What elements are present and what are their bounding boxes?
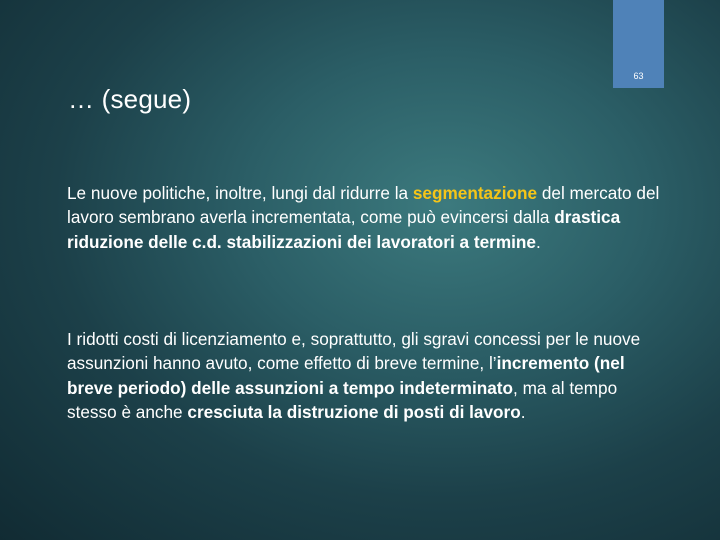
paragraph-text: I ridotti costi di licenziamento e, soprattutto, gli sgravi concessi per le nuove assunzioni hanno avuto, come effetto di breve termine, l’ (67, 329, 641, 374)
paragraph-text: , ma al tempo stesso è anche (67, 377, 618, 423)
bold-phrase: incremento (nel breve periodo) delle assunzioni a tempo indeterminato (67, 353, 625, 398)
bold-phrase: drastica riduzione delle c.d. stabilizzazioni dei lavoratori a termine (67, 207, 621, 252)
page-number-tab (613, 0, 664, 88)
highlighted-term: segmentazione (412, 183, 538, 203)
paragraph-text: del mercato del lavoro sembrano averla incrementata, come può evincersi dalla (67, 183, 660, 228)
page-number: 63 (633, 71, 644, 81)
paragraph-text: . (535, 231, 541, 252)
paragraph-dismissal-costs (67, 327, 662, 425)
paragraph-text: . (520, 402, 526, 423)
slide-title: … (segue) (68, 84, 192, 114)
paragraph-segmentation (67, 181, 662, 254)
bold-phrase: cresciuta la distruzione di posti di lavoro (187, 402, 521, 423)
paragraph-text: Le nuove politiche, inoltre, lungi dal ridurre la (67, 183, 413, 203)
